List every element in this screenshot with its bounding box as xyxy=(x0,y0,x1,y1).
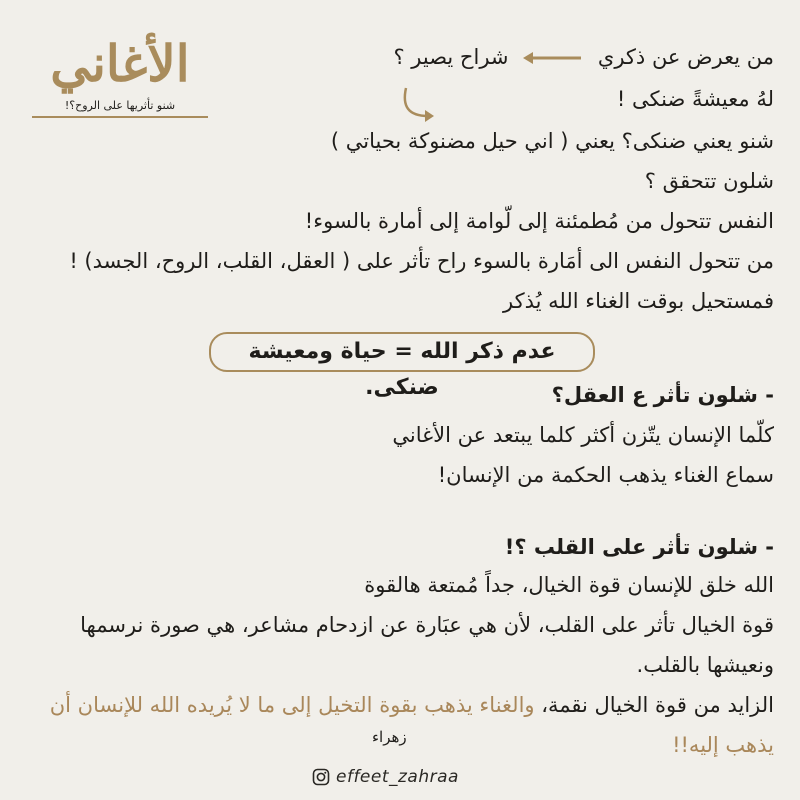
heading-mind: - شلون تأثر ع العقل؟ xyxy=(551,383,774,407)
line-9: سماع الغناء يذهب الحكمة من الإنسان! xyxy=(437,463,774,487)
line-4: شلون تتحقق ؟ xyxy=(644,169,774,193)
line-7: فمستحيل بوقت الغناء الله يُذكر xyxy=(503,289,774,313)
line-8: كلّما الإنسان يتّزن أكثر كلما يبتعد عن الأغاني xyxy=(392,423,774,447)
line-10: الله خلق للإنسان قوة الخيال، جداً مُمتعة هالقوة xyxy=(364,573,774,597)
line-13-start: الزايد من قوة الخيال نقمة، xyxy=(534,693,774,717)
line-6: من تتحول النفس الى أمَارة بالسوء راح تأثر على ( العقل، القلب، الروح، الجسد) ! xyxy=(69,249,774,273)
line-1-question: من يعرض عن ذكري xyxy=(597,45,774,69)
highlight-pill: عدم ذكر الله = حياة ومعيشة ضنكى. xyxy=(209,332,595,372)
line-13-highlight: والغناء يذهب بقوة التخيل إلى ما لا يُريده الله للإنسان أن xyxy=(49,693,535,717)
instagram-icon xyxy=(312,768,330,786)
curved-arrow-icon xyxy=(398,84,438,124)
arrow-left-icon xyxy=(521,48,585,68)
instagram-handle-row[interactable] xyxy=(312,764,459,790)
instagram-handle[interactable]: effeet_zahraa xyxy=(336,767,459,787)
line-12: ونعيشها بالقلب. xyxy=(636,653,774,677)
line-2: لهُ معيشةً ضنكى ! xyxy=(616,87,774,111)
heading-heart: - شلون تأثر على القلب ؟! xyxy=(504,535,774,559)
line-5: النفس تتحول من مُطمئنة إلى لّوامة إلى أمارة بالسوء! xyxy=(304,209,774,233)
line-1-answer: شراح يصير ؟ xyxy=(393,45,509,69)
line-11: قوة الخيال تأثر على القلب، لأن هي عبَارة عن ازدحام مشاعر، هي صورة نرسمها xyxy=(80,613,774,637)
title-block xyxy=(32,34,208,118)
page-title: الأغاني xyxy=(50,34,190,93)
line-13 xyxy=(50,690,774,720)
line-1 xyxy=(393,42,774,72)
line-14: يذهب إليه!! xyxy=(672,733,774,757)
signature: زهراء xyxy=(372,728,407,746)
page-subtitle: شنو تأثريها على الروح؟! xyxy=(32,98,208,118)
line-3: شنو يعني ضنكى؟ يعني ( اني حيل مضنوكة بحياتي ) xyxy=(330,129,774,153)
